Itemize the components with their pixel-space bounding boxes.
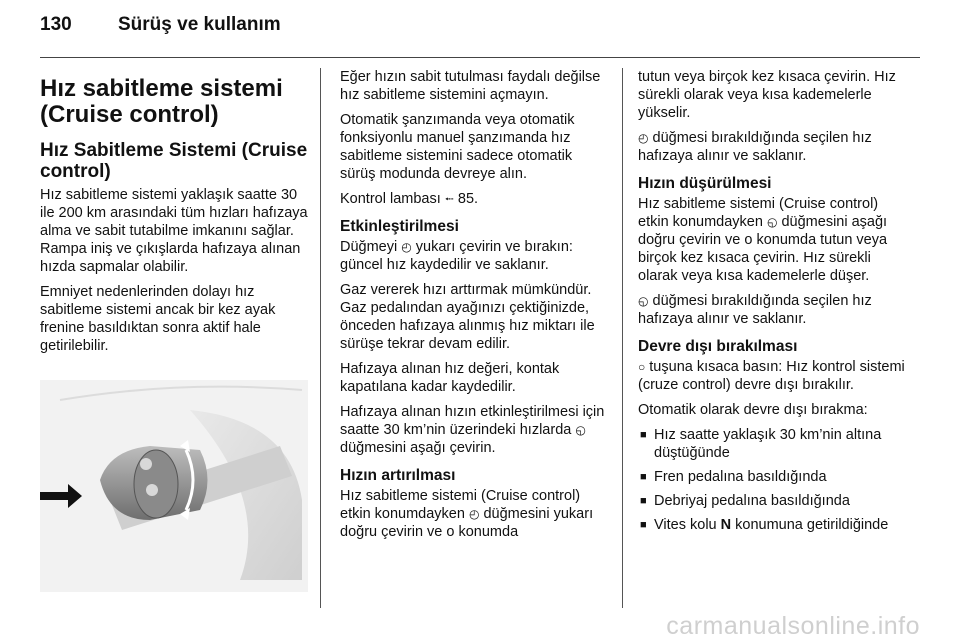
bullet-list: [638, 426, 910, 534]
paragraph: Kontrol lambası ⭪ 85.: [340, 191, 479, 207]
list-item: ■ Fren pedalına basıldığında: [638, 468, 910, 486]
page-title: Hız sabitleme sistemi (Cruise control): [40, 75, 283, 128]
section-heading: Etkinleştirilmesi: [340, 218, 459, 235]
cruise-down-icon: ◵: [766, 215, 778, 229]
paragraph: ○ tuşuna kısaca basın: Hız kontrol sistemi (cruze control) devre dışı bırakılır.: [638, 359, 905, 393]
cruise-down-icon: ◵: [638, 294, 649, 308]
paragraph: Emniyet nedenlerinden dolayı hız sabitleme sistemi ancak bir kez ayak frenine basıldıktan sonra aktif hale getirilebilir.: [40, 284, 276, 354]
column-1: [40, 68, 308, 362]
paragraph: Hafızaya alınan hız değeri, kontak kapatılana kadar kaydedilir.: [340, 361, 560, 395]
paragraph: Düğmeyi ◴ yukarı çevirin ve bırakın: güncel hız kaydedilir ve saklanır.: [340, 239, 573, 273]
paragraph: ◵ düğmesi bırakıldığında seçilen hız hafızaya alınır ve saklanır.: [638, 293, 872, 327]
section-heading: Hızın düşürülmesi: [638, 175, 772, 192]
section-heading: Hızın artırılması: [340, 467, 456, 484]
paragraph: Otomatik şanzımanda veya otomatik fonksiyonlu manuel şanzımanda hız sabitleme sistemini sadece otomatik sürüş modunda devreye alın.: [340, 112, 575, 182]
paragraph: Otomatik olarak devre dışı bırakma:: [638, 402, 868, 418]
column-divider: [622, 68, 623, 608]
cruise-control-stalk-illustration: [40, 380, 308, 592]
paragraph: Hafızaya alınan hızın etkinleştirilmesi için saatte 30 km’nin üzerindeki hızlarda ◵ düğmesini aşağı çevirin.: [340, 404, 605, 456]
paragraph: Hız sabitleme sistemi (Cruise control) etkin konumdayken ◵ düğmesini aşağı doğru çevirin ve o konumda tutun veya birçok kez kısaca çevirin. Hız sürekli olarak veya kısa kademelerle düşer.: [638, 196, 888, 284]
page-number: 130: [40, 14, 72, 35]
cruise-up-icon: ◴: [468, 507, 480, 521]
paragraph: Hız sabitleme sistemi (Cruise control) etkin konumdayken ◴ düğmesini yukarı doğru çevirin ve o konumda: [340, 488, 594, 540]
section-title: Sürüş ve kullanım: [118, 14, 281, 35]
paragraph: ◴ düğmesi bırakıldığında seçilen hız hafızaya alınır ve saklanır.: [638, 130, 872, 164]
list-item: ■ Vites kolu N konumuna getirildiğinde: [638, 516, 910, 534]
cruise-down-icon: ◵: [575, 423, 586, 437]
paragraph: Hız sabitleme sistemi yaklaşık saatte 30 ile 200 km arasındaki tüm hızları hafızaya alma ve sabit tutabilme imkanını sağlar. Rampa iniş ve çıkışlarda hafızaya alınan hızda sapmalar olabilir.: [40, 187, 308, 275]
stalk-drawing: [40, 380, 308, 592]
off-button-icon: ○: [638, 360, 646, 374]
list-item: ■ Debriyaj pedalına basıldığında: [638, 492, 910, 510]
column-divider: [320, 68, 321, 608]
paragraph: tutun veya birçok kez kısaca çevirin. Hız sürekli olarak veya kısa kademelerle yükselir.: [638, 69, 896, 121]
list-item: ■ Hız saatte yaklaşık 30 km’nin altına düştüğünde: [638, 426, 910, 462]
paragraph: Gaz vererek hızı arttırmak mümkündür. Gaz pedalından ayağınızı çektiğinizde, önceden hafızaya alınmış hız miktarı ile sürüşe tekrar devam edilir.: [340, 282, 595, 352]
column-3: [638, 68, 910, 540]
cruise-up-icon: ◴: [401, 240, 412, 254]
cruise-up-icon: ◴: [638, 131, 649, 145]
subsection-title: Hız Sabitleme Sistemi (Cruise control): [40, 140, 308, 182]
page-header: [40, 14, 281, 46]
cruise-lamp-icon: ⭪: [444, 192, 454, 206]
section-heading: Devre dışı bırakılması: [638, 338, 798, 355]
paragraph: Eğer hızın sabit tutulması faydalı değilse hız sabitleme sistemini açmayın.: [340, 69, 601, 103]
header-rule: [40, 57, 920, 58]
column-2: [340, 68, 608, 548]
watermark: carmanualsonline.info: [666, 612, 920, 640]
